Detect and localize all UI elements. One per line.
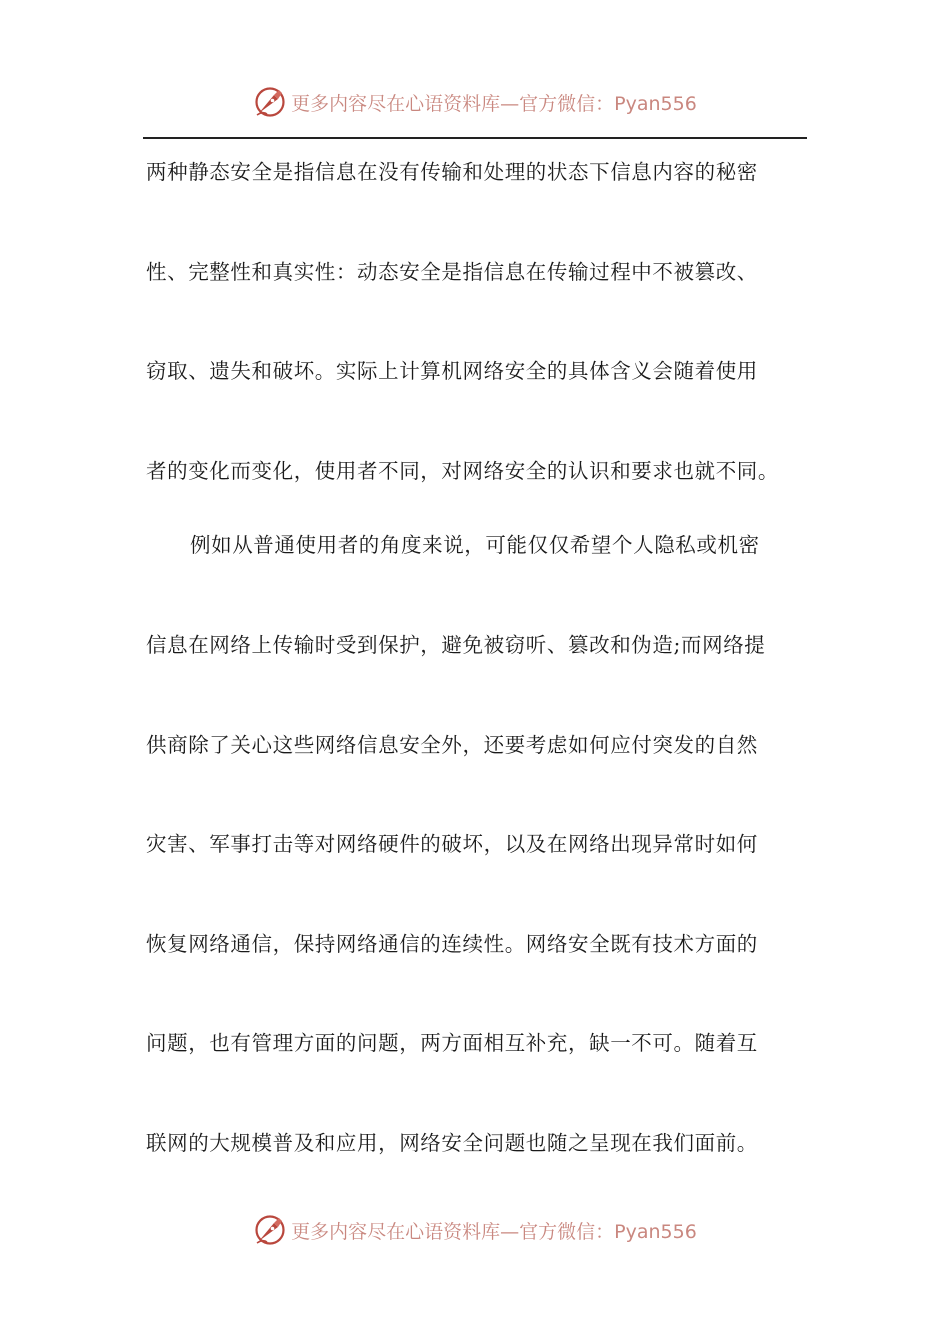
footer-banner-text: 更多内容尽在心语资料库—官方微信：Pyan556 [291, 1220, 697, 1243]
paragraph-line: 两种静态安全是指信息在没有传输和处理的状态下信息内容的秘密 [146, 160, 758, 184]
pen-nib-logo-icon [253, 85, 287, 119]
paragraph-line: 信息在网络上传输时受到保护，避免被窃听、篡改和伪造;而网络提 [146, 633, 766, 657]
paragraph-line: 恢复网络通信，保持网络通信的连续性。网络安全既有技术方面的 [146, 932, 758, 956]
footer-banner [0, 1208, 950, 1252]
paragraph-line: 联网的大规模普及和应用，网络安全问题也随之呈现在我们面前。 [146, 1131, 758, 1155]
paragraph-line: 供商除了关心这些网络信息安全外，还要考虑如何应付突发的自然 [146, 733, 758, 757]
paragraph-line: 例如从普通使用者的角度来说，可能仅仅希望个人隐私或机密 [190, 533, 760, 557]
paragraph-line: 者的变化而变化，使用者不同，对网络安全的认识和要求也就不同。 [146, 459, 779, 483]
pen-nib-logo-icon [253, 1213, 287, 1247]
paragraph-line: 性、完整性和真实性：动态安全是指信息在传输过程中不被篡改、 [146, 260, 758, 284]
header-banner [0, 80, 950, 124]
header-banner-text: 更多内容尽在心语资料库—官方微信：Pyan556 [291, 92, 697, 115]
paragraph-line: 窃取、遗失和破坏。实际上计算机网络安全的具体含义会随着使用 [146, 359, 758, 383]
header-divider [143, 137, 807, 139]
wechat-handle: Pyan556 [614, 1220, 697, 1243]
paragraph-line: 问题，也有管理方面的问题，两方面相互补充，缺一不可。随着互 [146, 1031, 758, 1055]
paragraph-line: 灾害、军事打击等对网络硬件的破坏，以及在网络出现异常时如何 [146, 832, 758, 856]
wechat-handle: Pyan556 [614, 92, 697, 115]
